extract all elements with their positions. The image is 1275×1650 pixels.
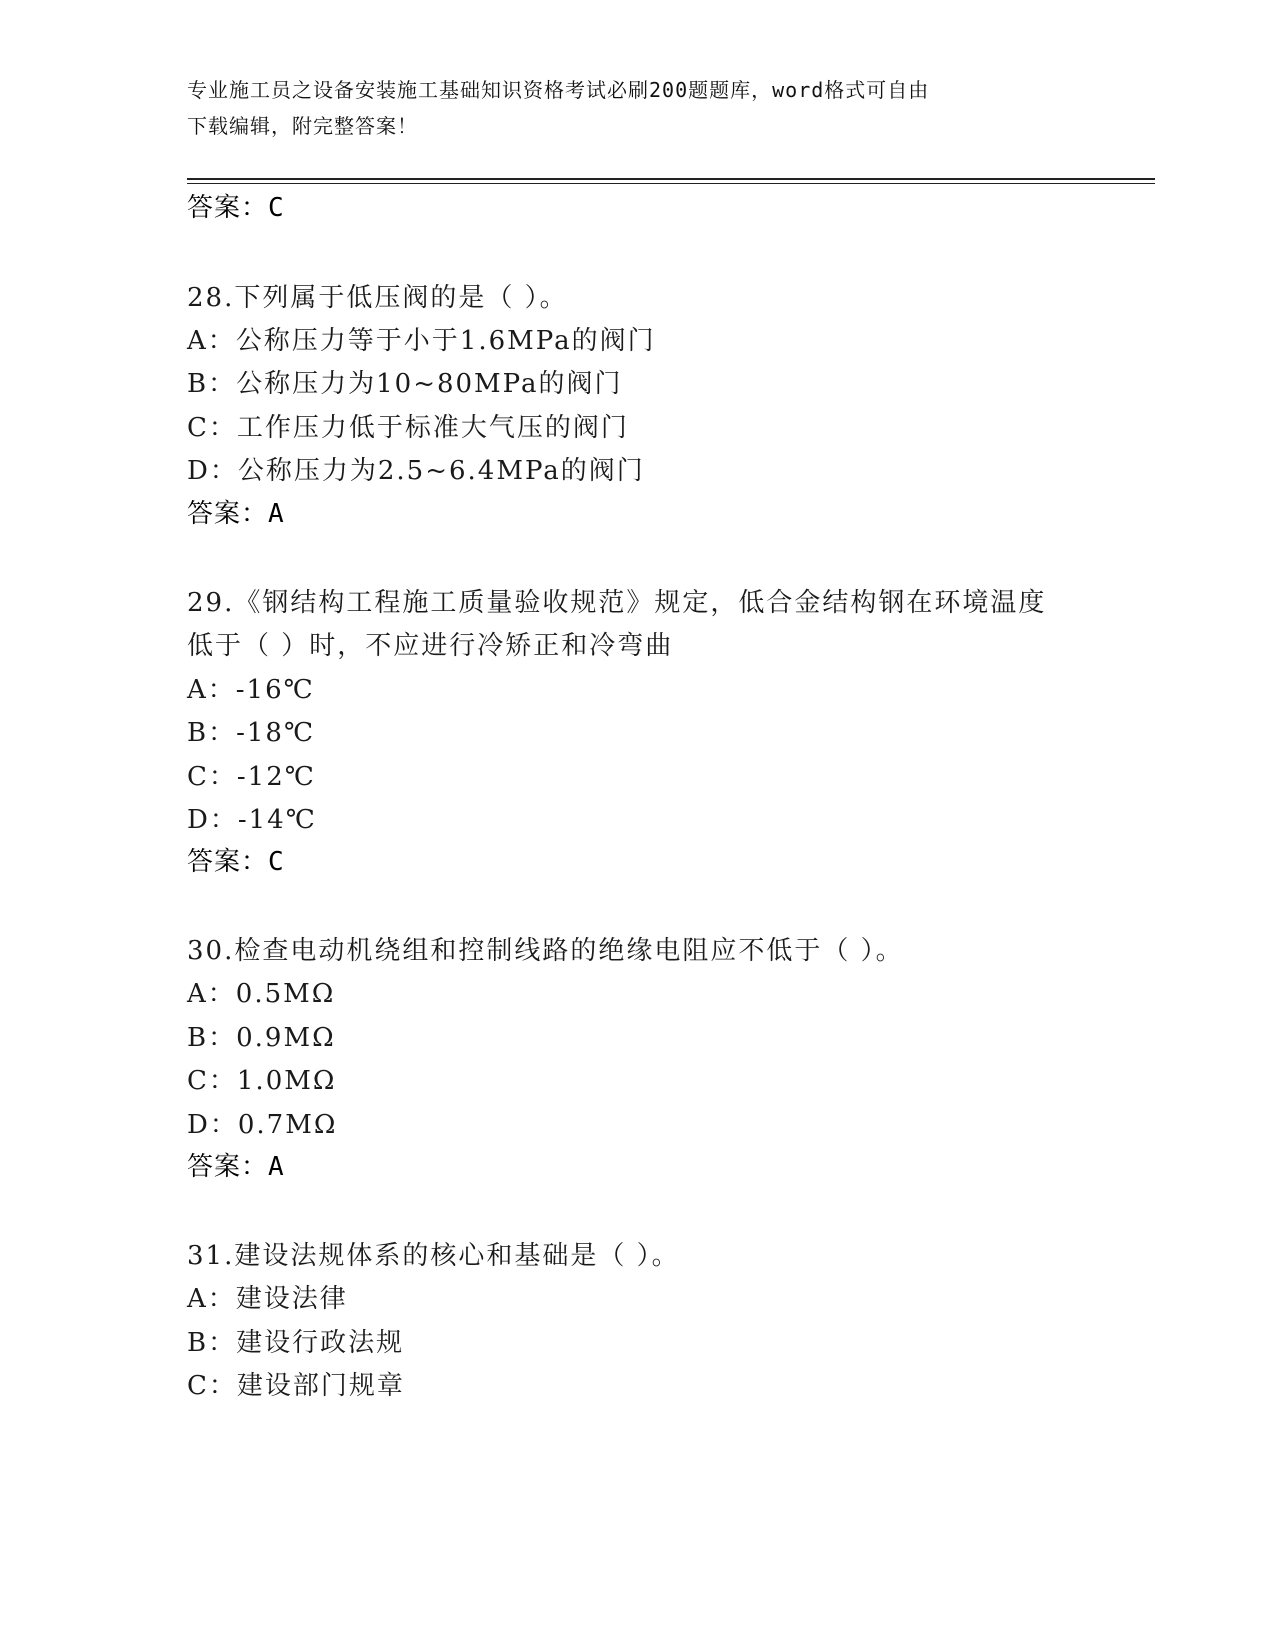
q31-option-c: C：建设部门规章 [187, 1371, 405, 1401]
question-29-line-1: 29.《钢结构工程施工质量验收规范》规定，低合金结构钢在环境温度 [187, 588, 1047, 618]
answer-q30: 答案：A [187, 1152, 285, 1182]
answer-q28: 答案：A [187, 499, 285, 529]
question-31: 31.建设法规体系的核心和基础是（ ）。 [187, 1241, 680, 1271]
answer-q29: 答案：C [187, 847, 285, 877]
answer-q27: 答案：C [187, 193, 285, 223]
document-header [187, 72, 1087, 144]
q28-option-b: B：公称压力为10~80MPa的阀门 [187, 369, 623, 399]
q28-option-d: D：公称压力为2.5~6.4MPa的阀门 [187, 456, 645, 486]
header-title-line-2: 下载编辑，附完整答案！ [187, 114, 418, 138]
header-title-line-1: 专业施工员之设备安装施工基础知识资格考试必刷200题题库，word格式可自由 [187, 78, 930, 102]
q30-option-b: B：0.9MΩ [187, 1023, 336, 1053]
header-divider-thin [187, 183, 1155, 184]
q29-option-c: C：-12℃ [187, 762, 316, 792]
q30-option-c: C：1.0MΩ [187, 1066, 337, 1096]
q28-option-c: C：工作压力低于标准大气压的阀门 [187, 413, 629, 443]
q29-option-a: A：-16℃ [187, 675, 315, 705]
header-divider-thick [187, 178, 1155, 180]
question-28: 28.下列属于低压阀的是（ ）。 [187, 283, 568, 313]
question-29-line-2: 低于（ ）时，不应进行冷矫正和冷弯曲 [187, 631, 674, 661]
q28-option-a: A：公称压力等于小于1.6MPa的阀门 [187, 326, 656, 356]
q31-option-b: B：建设行政法规 [187, 1328, 405, 1358]
q31-option-a: A：建设法律 [187, 1284, 348, 1314]
question-30: 30.检查电动机绕组和控制线路的绝缘电阻应不低于（ ）。 [187, 936, 904, 966]
q30-option-a: A：0.5MΩ [187, 979, 336, 1009]
q30-option-d: D：0.7MΩ [187, 1110, 338, 1140]
q29-option-b: B：-18℃ [187, 718, 316, 748]
q29-option-d: D：-14℃ [187, 805, 317, 835]
